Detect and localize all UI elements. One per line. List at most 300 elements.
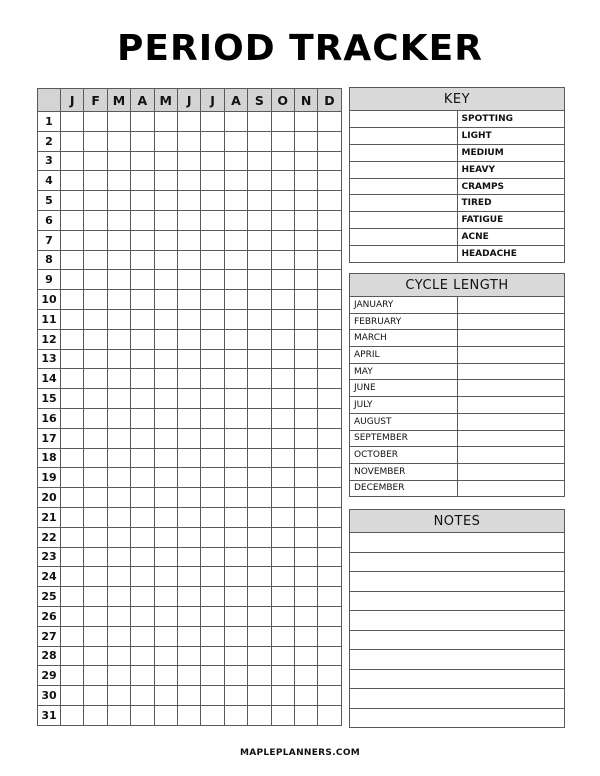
- tracker-cell[interactable]: [248, 250, 271, 270]
- tracker-cell[interactable]: [294, 686, 317, 706]
- tracker-cell[interactable]: [61, 705, 84, 725]
- tracker-cell[interactable]: [154, 428, 177, 448]
- tracker-cell[interactable]: [271, 151, 294, 171]
- tracker-cell[interactable]: [84, 606, 107, 626]
- tracker-cell[interactable]: [201, 705, 224, 725]
- key-color-box[interactable]: [350, 111, 458, 128]
- tracker-cell[interactable]: [201, 112, 224, 132]
- tracker-cell[interactable]: [294, 448, 317, 468]
- tracker-cell[interactable]: [154, 626, 177, 646]
- tracker-cell[interactable]: [177, 112, 200, 132]
- tracker-cell[interactable]: [107, 290, 130, 310]
- tracker-cell[interactable]: [201, 507, 224, 527]
- tracker-cell[interactable]: [248, 686, 271, 706]
- tracker-cell[interactable]: [107, 250, 130, 270]
- tracker-cell[interactable]: [294, 488, 317, 508]
- tracker-cell[interactable]: [294, 349, 317, 369]
- tracker-cell[interactable]: [61, 270, 84, 290]
- tracker-cell[interactable]: [294, 507, 317, 527]
- tracker-cell[interactable]: [177, 705, 200, 725]
- tracker-cell[interactable]: [271, 547, 294, 567]
- tracker-cell[interactable]: [131, 448, 154, 468]
- tracker-cell[interactable]: [177, 587, 200, 607]
- tracker-cell[interactable]: [84, 666, 107, 686]
- tracker-cell[interactable]: [154, 567, 177, 587]
- tracker-cell[interactable]: [84, 290, 107, 310]
- tracker-cell[interactable]: [154, 389, 177, 409]
- tracker-cell[interactable]: [248, 488, 271, 508]
- tracker-cell[interactable]: [177, 547, 200, 567]
- tracker-cell[interactable]: [61, 547, 84, 567]
- tracker-cell[interactable]: [294, 666, 317, 686]
- tracker-cell[interactable]: [131, 547, 154, 567]
- tracker-cell[interactable]: [224, 309, 247, 329]
- tracker-cell[interactable]: [201, 408, 224, 428]
- tracker-cell[interactable]: [61, 171, 84, 191]
- tracker-cell[interactable]: [224, 250, 247, 270]
- tracker-cell[interactable]: [248, 210, 271, 230]
- tracker-cell[interactable]: [107, 191, 130, 211]
- tracker-cell[interactable]: [107, 210, 130, 230]
- tracker-cell[interactable]: [271, 369, 294, 389]
- tracker-cell[interactable]: [248, 270, 271, 290]
- notes-line[interactable]: [350, 689, 565, 709]
- tracker-cell[interactable]: [201, 290, 224, 310]
- tracker-cell[interactable]: [84, 309, 107, 329]
- tracker-cell[interactable]: [84, 329, 107, 349]
- key-color-box[interactable]: [350, 161, 458, 178]
- notes-line[interactable]: [350, 611, 565, 631]
- tracker-cell[interactable]: [107, 112, 130, 132]
- tracker-cell[interactable]: [248, 428, 271, 448]
- tracker-cell[interactable]: [201, 329, 224, 349]
- tracker-cell[interactable]: [294, 408, 317, 428]
- tracker-cell[interactable]: [107, 369, 130, 389]
- tracker-cell[interactable]: [318, 191, 341, 211]
- tracker-cell[interactable]: [107, 151, 130, 171]
- tracker-cell[interactable]: [131, 210, 154, 230]
- tracker-cell[interactable]: [177, 389, 200, 409]
- tracker-cell[interactable]: [177, 507, 200, 527]
- notes-line[interactable]: [350, 669, 565, 689]
- tracker-cell[interactable]: [107, 349, 130, 369]
- cycle-length-value-field[interactable]: [457, 313, 565, 330]
- tracker-cell[interactable]: [84, 191, 107, 211]
- tracker-cell[interactable]: [224, 329, 247, 349]
- tracker-cell[interactable]: [318, 527, 341, 547]
- tracker-cell[interactable]: [271, 230, 294, 250]
- tracker-cell[interactable]: [154, 547, 177, 567]
- tracker-cell[interactable]: [294, 151, 317, 171]
- tracker-cell[interactable]: [84, 112, 107, 132]
- tracker-cell[interactable]: [154, 606, 177, 626]
- notes-line[interactable]: [350, 591, 565, 611]
- cycle-length-value-field[interactable]: [457, 297, 565, 314]
- cycle-length-value-field[interactable]: [457, 413, 565, 430]
- tracker-cell[interactable]: [271, 309, 294, 329]
- tracker-cell[interactable]: [131, 191, 154, 211]
- tracker-cell[interactable]: [154, 666, 177, 686]
- tracker-cell[interactable]: [201, 686, 224, 706]
- tracker-cell[interactable]: [61, 626, 84, 646]
- tracker-cell[interactable]: [177, 369, 200, 389]
- cycle-length-value-field[interactable]: [457, 347, 565, 364]
- tracker-cell[interactable]: [318, 488, 341, 508]
- tracker-cell[interactable]: [177, 626, 200, 646]
- tracker-cell[interactable]: [61, 369, 84, 389]
- tracker-cell[interactable]: [84, 705, 107, 725]
- tracker-cell[interactable]: [224, 547, 247, 567]
- tracker-cell[interactable]: [224, 369, 247, 389]
- tracker-cell[interactable]: [271, 626, 294, 646]
- tracker-cell[interactable]: [154, 705, 177, 725]
- tracker-cell[interactable]: [131, 705, 154, 725]
- tracker-cell[interactable]: [294, 131, 317, 151]
- tracker-cell[interactable]: [107, 448, 130, 468]
- tracker-cell[interactable]: [131, 349, 154, 369]
- tracker-cell[interactable]: [107, 309, 130, 329]
- tracker-cell[interactable]: [318, 626, 341, 646]
- notes-line[interactable]: [350, 708, 565, 728]
- tracker-cell[interactable]: [201, 309, 224, 329]
- tracker-cell[interactable]: [107, 646, 130, 666]
- tracker-cell[interactable]: [201, 349, 224, 369]
- tracker-cell[interactable]: [84, 626, 107, 646]
- tracker-cell[interactable]: [224, 210, 247, 230]
- tracker-cell[interactable]: [61, 448, 84, 468]
- tracker-cell[interactable]: [177, 191, 200, 211]
- tracker-cell[interactable]: [61, 567, 84, 587]
- tracker-cell[interactable]: [318, 290, 341, 310]
- tracker-cell[interactable]: [84, 349, 107, 369]
- tracker-cell[interactable]: [201, 547, 224, 567]
- tracker-cell[interactable]: [84, 527, 107, 547]
- tracker-cell[interactable]: [201, 626, 224, 646]
- tracker-cell[interactable]: [294, 210, 317, 230]
- tracker-cell[interactable]: [248, 468, 271, 488]
- tracker-cell[interactable]: [318, 349, 341, 369]
- tracker-cell[interactable]: [248, 171, 271, 191]
- tracker-cell[interactable]: [248, 112, 271, 132]
- tracker-cell[interactable]: [294, 705, 317, 725]
- tracker-cell[interactable]: [318, 547, 341, 567]
- tracker-cell[interactable]: [271, 270, 294, 290]
- tracker-cell[interactable]: [131, 428, 154, 448]
- tracker-cell[interactable]: [271, 606, 294, 626]
- tracker-cell[interactable]: [177, 646, 200, 666]
- tracker-cell[interactable]: [177, 666, 200, 686]
- tracker-cell[interactable]: [61, 151, 84, 171]
- tracker-cell[interactable]: [131, 151, 154, 171]
- tracker-cell[interactable]: [61, 349, 84, 369]
- tracker-cell[interactable]: [131, 290, 154, 310]
- tracker-cell[interactable]: [107, 230, 130, 250]
- tracker-cell[interactable]: [294, 171, 317, 191]
- tracker-cell[interactable]: [177, 230, 200, 250]
- tracker-cell[interactable]: [107, 131, 130, 151]
- tracker-cell[interactable]: [84, 230, 107, 250]
- cycle-length-value-field[interactable]: [457, 380, 565, 397]
- tracker-cell[interactable]: [201, 666, 224, 686]
- tracker-cell[interactable]: [131, 171, 154, 191]
- tracker-cell[interactable]: [61, 527, 84, 547]
- key-color-box[interactable]: [350, 178, 458, 195]
- tracker-cell[interactable]: [177, 210, 200, 230]
- tracker-cell[interactable]: [224, 171, 247, 191]
- tracker-cell[interactable]: [84, 547, 107, 567]
- tracker-cell[interactable]: [84, 250, 107, 270]
- tracker-cell[interactable]: [224, 507, 247, 527]
- tracker-cell[interactable]: [201, 171, 224, 191]
- tracker-cell[interactable]: [201, 191, 224, 211]
- tracker-cell[interactable]: [84, 131, 107, 151]
- notes-line[interactable]: [350, 552, 565, 572]
- tracker-cell[interactable]: [224, 527, 247, 547]
- tracker-cell[interactable]: [318, 112, 341, 132]
- tracker-cell[interactable]: [107, 666, 130, 686]
- tracker-cell[interactable]: [177, 686, 200, 706]
- tracker-cell[interactable]: [248, 290, 271, 310]
- tracker-cell[interactable]: [131, 567, 154, 587]
- tracker-cell[interactable]: [201, 646, 224, 666]
- tracker-cell[interactable]: [131, 666, 154, 686]
- tracker-cell[interactable]: [271, 448, 294, 468]
- tracker-cell[interactable]: [294, 547, 317, 567]
- tracker-cell[interactable]: [294, 626, 317, 646]
- tracker-cell[interactable]: [271, 250, 294, 270]
- tracker-cell[interactable]: [224, 270, 247, 290]
- tracker-cell[interactable]: [107, 428, 130, 448]
- tracker-cell[interactable]: [84, 408, 107, 428]
- tracker-cell[interactable]: [177, 567, 200, 587]
- notes-line[interactable]: [350, 650, 565, 670]
- tracker-cell[interactable]: [271, 112, 294, 132]
- tracker-cell[interactable]: [294, 587, 317, 607]
- notes-line[interactable]: [350, 533, 565, 553]
- tracker-cell[interactable]: [107, 567, 130, 587]
- key-color-box[interactable]: [350, 195, 458, 212]
- tracker-cell[interactable]: [248, 349, 271, 369]
- tracker-cell[interactable]: [224, 666, 247, 686]
- tracker-cell[interactable]: [224, 112, 247, 132]
- tracker-cell[interactable]: [154, 507, 177, 527]
- tracker-cell[interactable]: [107, 527, 130, 547]
- tracker-cell[interactable]: [107, 408, 130, 428]
- tracker-cell[interactable]: [61, 468, 84, 488]
- tracker-cell[interactable]: [271, 567, 294, 587]
- tracker-cell[interactable]: [224, 468, 247, 488]
- tracker-cell[interactable]: [224, 686, 247, 706]
- cycle-length-value-field[interactable]: [457, 430, 565, 447]
- tracker-cell[interactable]: [177, 250, 200, 270]
- tracker-cell[interactable]: [84, 488, 107, 508]
- tracker-cell[interactable]: [154, 686, 177, 706]
- tracker-cell[interactable]: [177, 428, 200, 448]
- tracker-cell[interactable]: [271, 468, 294, 488]
- key-color-box[interactable]: [350, 127, 458, 144]
- tracker-cell[interactable]: [224, 626, 247, 646]
- tracker-cell[interactable]: [224, 230, 247, 250]
- tracker-cell[interactable]: [201, 151, 224, 171]
- key-color-box[interactable]: [350, 144, 458, 161]
- tracker-cell[interactable]: [61, 666, 84, 686]
- tracker-cell[interactable]: [84, 507, 107, 527]
- tracker-cell[interactable]: [248, 191, 271, 211]
- cycle-length-value-field[interactable]: [457, 397, 565, 414]
- tracker-cell[interactable]: [248, 567, 271, 587]
- tracker-cell[interactable]: [201, 488, 224, 508]
- tracker-cell[interactable]: [224, 428, 247, 448]
- tracker-cell[interactable]: [131, 587, 154, 607]
- tracker-cell[interactable]: [84, 448, 107, 468]
- tracker-cell[interactable]: [154, 587, 177, 607]
- tracker-cell[interactable]: [224, 290, 247, 310]
- notes-line[interactable]: [350, 572, 565, 592]
- tracker-cell[interactable]: [224, 606, 247, 626]
- tracker-cell[interactable]: [271, 428, 294, 448]
- tracker-cell[interactable]: [131, 230, 154, 250]
- tracker-cell[interactable]: [294, 230, 317, 250]
- tracker-cell[interactable]: [318, 705, 341, 725]
- tracker-cell[interactable]: [84, 587, 107, 607]
- tracker-cell[interactable]: [131, 468, 154, 488]
- tracker-cell[interactable]: [154, 210, 177, 230]
- tracker-cell[interactable]: [248, 369, 271, 389]
- tracker-cell[interactable]: [201, 468, 224, 488]
- tracker-cell[interactable]: [131, 369, 154, 389]
- tracker-cell[interactable]: [177, 448, 200, 468]
- tracker-cell[interactable]: [201, 428, 224, 448]
- tracker-cell[interactable]: [154, 171, 177, 191]
- tracker-cell[interactable]: [84, 389, 107, 409]
- tracker-cell[interactable]: [248, 666, 271, 686]
- tracker-cell[interactable]: [248, 131, 271, 151]
- tracker-cell[interactable]: [318, 230, 341, 250]
- tracker-cell[interactable]: [154, 349, 177, 369]
- tracker-cell[interactable]: [61, 428, 84, 448]
- tracker-cell[interactable]: [131, 606, 154, 626]
- tracker-cell[interactable]: [318, 428, 341, 448]
- tracker-cell[interactable]: [318, 250, 341, 270]
- tracker-cell[interactable]: [248, 705, 271, 725]
- tracker-cell[interactable]: [271, 705, 294, 725]
- tracker-cell[interactable]: [154, 250, 177, 270]
- tracker-cell[interactable]: [318, 151, 341, 171]
- tracker-cell[interactable]: [131, 131, 154, 151]
- tracker-cell[interactable]: [224, 448, 247, 468]
- tracker-cell[interactable]: [294, 191, 317, 211]
- cycle-length-value-field[interactable]: [457, 447, 565, 464]
- tracker-cell[interactable]: [154, 646, 177, 666]
- tracker-cell[interactable]: [154, 369, 177, 389]
- tracker-cell[interactable]: [224, 349, 247, 369]
- tracker-cell[interactable]: [61, 112, 84, 132]
- tracker-cell[interactable]: [294, 468, 317, 488]
- tracker-cell[interactable]: [248, 408, 271, 428]
- tracker-cell[interactable]: [107, 606, 130, 626]
- tracker-cell[interactable]: [318, 171, 341, 191]
- tracker-cell[interactable]: [318, 309, 341, 329]
- tracker-cell[interactable]: [294, 270, 317, 290]
- tracker-cell[interactable]: [84, 210, 107, 230]
- tracker-cell[interactable]: [271, 389, 294, 409]
- tracker-cell[interactable]: [224, 488, 247, 508]
- tracker-cell[interactable]: [224, 567, 247, 587]
- tracker-cell[interactable]: [271, 210, 294, 230]
- tracker-cell[interactable]: [154, 290, 177, 310]
- tracker-cell[interactable]: [107, 171, 130, 191]
- tracker-cell[interactable]: [294, 369, 317, 389]
- cycle-length-value-field[interactable]: [457, 463, 565, 480]
- tracker-cell[interactable]: [271, 408, 294, 428]
- tracker-cell[interactable]: [84, 171, 107, 191]
- cycle-length-value-field[interactable]: [457, 363, 565, 380]
- tracker-cell[interactable]: [224, 646, 247, 666]
- tracker-cell[interactable]: [271, 329, 294, 349]
- tracker-cell[interactable]: [61, 131, 84, 151]
- tracker-cell[interactable]: [224, 191, 247, 211]
- tracker-cell[interactable]: [271, 527, 294, 547]
- tracker-cell[interactable]: [201, 606, 224, 626]
- tracker-cell[interactable]: [154, 230, 177, 250]
- tracker-cell[interactable]: [201, 131, 224, 151]
- tracker-cell[interactable]: [318, 567, 341, 587]
- tracker-cell[interactable]: [294, 567, 317, 587]
- tracker-cell[interactable]: [271, 290, 294, 310]
- tracker-cell[interactable]: [271, 507, 294, 527]
- tracker-cell[interactable]: [318, 408, 341, 428]
- tracker-cell[interactable]: [154, 448, 177, 468]
- tracker-cell[interactable]: [61, 290, 84, 310]
- tracker-cell[interactable]: [318, 210, 341, 230]
- tracker-cell[interactable]: [294, 428, 317, 448]
- tracker-cell[interactable]: [131, 646, 154, 666]
- tracker-cell[interactable]: [318, 468, 341, 488]
- tracker-cell[interactable]: [224, 587, 247, 607]
- tracker-cell[interactable]: [294, 606, 317, 626]
- tracker-cell[interactable]: [294, 389, 317, 409]
- key-color-box[interactable]: [350, 229, 458, 246]
- tracker-cell[interactable]: [224, 389, 247, 409]
- tracker-cell[interactable]: [248, 507, 271, 527]
- tracker-cell[interactable]: [177, 527, 200, 547]
- tracker-cell[interactable]: [271, 191, 294, 211]
- tracker-cell[interactable]: [248, 309, 271, 329]
- tracker-cell[interactable]: [201, 527, 224, 547]
- tracker-cell[interactable]: [84, 369, 107, 389]
- tracker-cell[interactable]: [318, 131, 341, 151]
- tracker-cell[interactable]: [248, 389, 271, 409]
- tracker-cell[interactable]: [131, 112, 154, 132]
- tracker-cell[interactable]: [61, 210, 84, 230]
- tracker-cell[interactable]: [61, 230, 84, 250]
- tracker-cell[interactable]: [294, 112, 317, 132]
- tracker-cell[interactable]: [61, 646, 84, 666]
- tracker-cell[interactable]: [84, 468, 107, 488]
- tracker-cell[interactable]: [107, 686, 130, 706]
- tracker-cell[interactable]: [271, 488, 294, 508]
- key-color-box[interactable]: [350, 246, 458, 263]
- tracker-cell[interactable]: [271, 131, 294, 151]
- tracker-cell[interactable]: [131, 686, 154, 706]
- tracker-cell[interactable]: [201, 210, 224, 230]
- tracker-cell[interactable]: [154, 488, 177, 508]
- tracker-cell[interactable]: [248, 151, 271, 171]
- tracker-cell[interactable]: [294, 329, 317, 349]
- tracker-cell[interactable]: [107, 626, 130, 646]
- tracker-cell[interactable]: [294, 250, 317, 270]
- tracker-cell[interactable]: [177, 309, 200, 329]
